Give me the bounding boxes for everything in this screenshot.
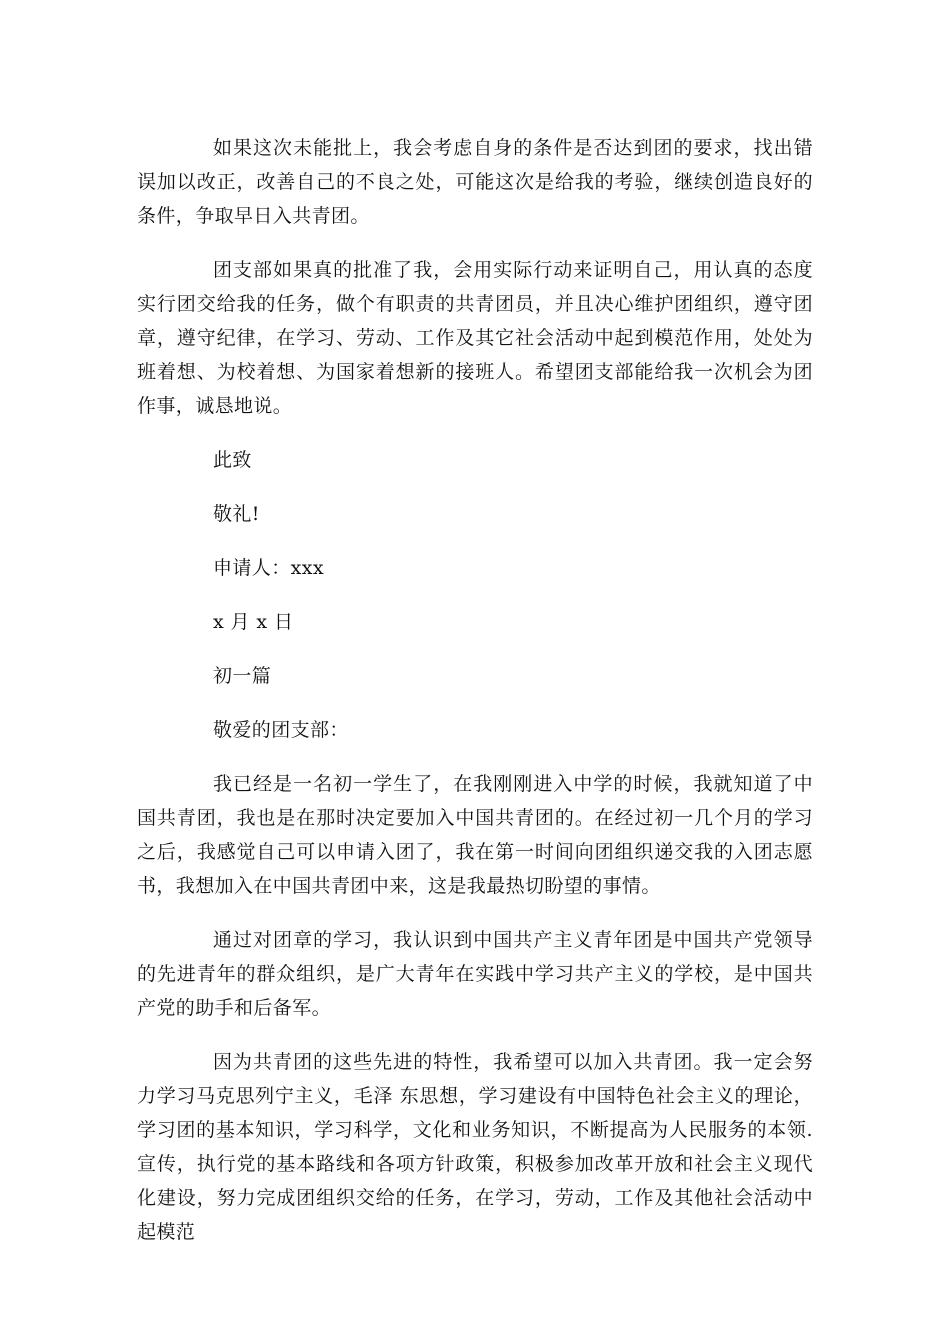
closing-line: 此致	[213, 449, 252, 471]
salute-line: 敬礼!	[213, 503, 260, 525]
date-line: x 月 x 日	[213, 611, 294, 633]
greeting-line: 敬爱的团支部：	[213, 719, 349, 741]
body-paragraph-2: 通过对团章的学习，我认识到中国共产主义青年团是中国共产党领导的先进青年的群众组织，是广大青年在实践中学习共产主义的学校，是中国共产党的助手和后备军。	[137, 929, 813, 1019]
body-paragraph-3: 因为共青团的这些先进的特性，我希望可以加入共青团。我一定会努力学习马克思列宁主义，毛泽 东思想，学习建设有中国特色社会主义的理论，学习团的基本知识，学习科学，文化和业务知识，不断提高为人民服务的本领.宣传，执行党的基本路线和各项方针政策，积极参加改革开放和社会主义现代化建设，努力完成团组织交给的任务，在学习，劳动，工作及其他社会活动中起模范	[137, 1051, 813, 1243]
document-body	[137, 131, 813, 1269]
section-title: 初一篇	[213, 665, 272, 687]
applicant-line: 申请人：xxx	[213, 557, 324, 579]
paragraph-1: 如果这次未能批上，我会考虑自身的条件是否达到团的要求，找出错误加以改正，改善自己的不良之处，可能这次是给我的考验，继续创造良好的条件，争取早日入共青团。	[137, 137, 813, 227]
paragraph-2: 团支部如果真的批准了我，会用实际行动来证明自己，用认真的态度实行团交给我的任务，做个有职责的共青团员，并且决心维护团组织，遵守团章，遵守纪律，在学习、劳动、工作及其它社会活动中起到模范作用，处处为班着想、为校着想、为国家着想新的接班人。希望团支部能给我一次机会为团作事，诚恳地说。	[137, 259, 813, 417]
body-paragraph-1: 我已经是一名初一学生了，在我刚刚进入中学的时候，我就知道了中国共青团，我也是在那时决定要加入中国共青团的。在经过初一几个月的学习之后，我感觉自己可以申请入团了，我在第一时间向团组织递交我的入团志愿书，我想加入在中国共青团中来，这是我最热切盼望的事情。	[137, 773, 813, 897]
